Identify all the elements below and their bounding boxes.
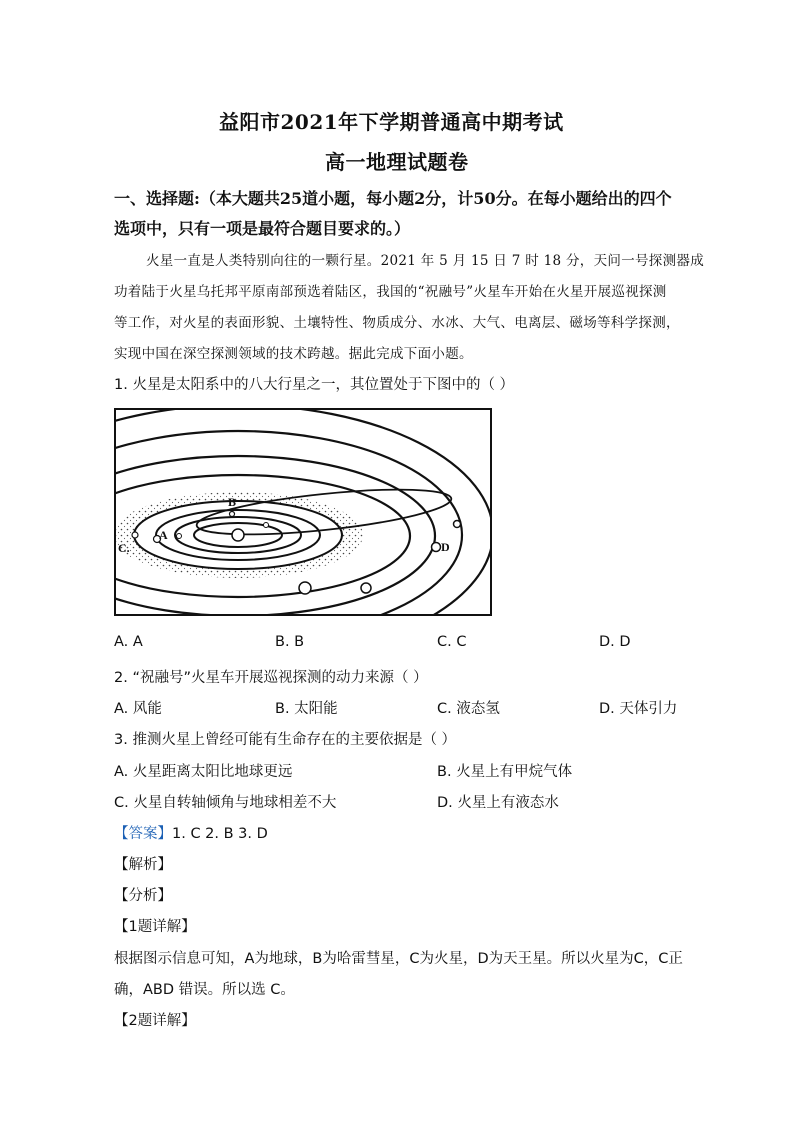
q1-detail-line: 根据图示信息可知，A为地球，B为哈雷彗星，C为火星，D为天王星。所以火星为C，C正 bbox=[114, 951, 683, 967]
fenxi-heading: 【分析】 bbox=[114, 888, 172, 904]
section-heading-line1: 一、选择题:（本大题共25道小题，每小题2分，计50分。在每小题给出的四个 bbox=[114, 189, 672, 208]
question-2-stem: 2. “祝融号”火星车开展巡视探测的动力来源（ ） bbox=[114, 670, 428, 686]
q1-detail-line: 确，ABD 错误。所以选 C。 bbox=[114, 982, 295, 998]
planet-uranus bbox=[432, 543, 441, 552]
figure-label-a: A bbox=[159, 528, 168, 542]
question-1-stem: 1. 火星是太阳系中的八大行星之一，其位置处于下图中的（ ） bbox=[114, 377, 515, 393]
q2-option-b[interactable]: B. 太阳能 bbox=[275, 701, 338, 717]
q1-option-d[interactable]: D. D bbox=[599, 634, 631, 650]
analysis-heading: 【解析】 bbox=[114, 857, 172, 873]
comet-icon bbox=[230, 512, 235, 517]
planet-neptune bbox=[454, 521, 461, 528]
q1-option-b[interactable]: B. B bbox=[275, 634, 305, 650]
passage-line: 等工作，对火星的表面形貌、土壤特性、物质成分、水冰、大气、电离层、磁场等科学探测， bbox=[114, 315, 680, 331]
figure-label-d: D bbox=[441, 540, 450, 554]
q1-detail-heading: 【1题详解】 bbox=[114, 919, 196, 935]
answer-text: 1. C 2. B 3. D bbox=[172, 826, 268, 842]
figure-label-c: C. bbox=[118, 541, 130, 555]
q2-option-d[interactable]: D. 天体引力 bbox=[599, 701, 678, 717]
q2-detail-heading: 【2题详解】 bbox=[114, 1013, 196, 1029]
passage-line: 实现中国在深空探测领域的技术跨越。据此完成下面小题。 bbox=[114, 346, 473, 362]
passage-line: 火星一直是人类特别向往的一颗行星。2021 年 5 月 15 日 7 时 18 分，天问一号探测器成 bbox=[146, 253, 705, 269]
answer-line bbox=[114, 822, 268, 843]
exam-title: 益阳市2021年下学期普通高中期考试 bbox=[219, 110, 564, 134]
q3-option-c[interactable]: C. 火星自转轴倾角与地球相差不大 bbox=[114, 795, 337, 811]
q1-option-a[interactable]: A. A bbox=[114, 634, 143, 650]
q3-option-d[interactable]: D. 火星上有液态水 bbox=[437, 795, 559, 811]
figure-label-b: B bbox=[228, 495, 237, 509]
exam-subtitle: 高一地理试题卷 bbox=[325, 150, 469, 174]
question-3-stem: 3. 推测火星上曾经可能有生命存在的主要依据是（ ） bbox=[114, 732, 457, 748]
planet-jupiter bbox=[361, 583, 371, 593]
solar-system-figure bbox=[114, 408, 492, 616]
q2-option-a[interactable]: A. 风能 bbox=[114, 701, 162, 717]
sun-icon bbox=[232, 529, 244, 541]
section-heading-line2: 选项中，只有一项是最符合题目要求的。） bbox=[114, 219, 411, 238]
q1-option-c[interactable]: C. C bbox=[437, 634, 467, 650]
planet-mercury bbox=[264, 523, 269, 528]
planet-venus bbox=[177, 534, 182, 539]
q3-option-b[interactable]: B. 火星上有甲烷气体 bbox=[437, 764, 573, 780]
q2-option-c[interactable]: C. 液态氢 bbox=[437, 701, 500, 717]
planet-mars bbox=[132, 532, 138, 538]
passage-line: 功着陆于火星乌托邦平原南部预选着陆区，我国的“祝融号”火星车开始在火星开展巡视探测 bbox=[114, 284, 667, 300]
q3-option-a[interactable]: A. 火星距离太阳比地球更远 bbox=[114, 764, 293, 780]
answer-tag: 【答案】 bbox=[114, 826, 172, 842]
planet-saturn bbox=[299, 582, 311, 594]
